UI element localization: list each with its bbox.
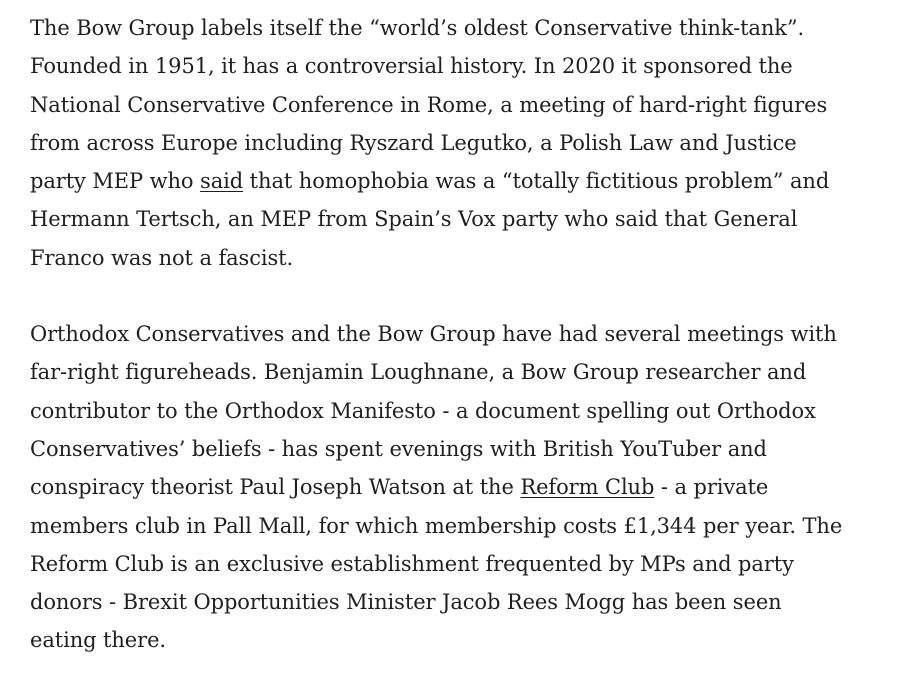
article-paragraph (30, 9, 880, 277)
text-line (30, 430, 880, 468)
text-line (30, 621, 880, 659)
text-segment: members club in Pall Mall, for which membership costs £1,344 per year. The (30, 513, 843, 538)
text-segment: Founded in 1951, it has a controversial history. In 2020 it sponsored the (30, 54, 793, 79)
text-segment: donors - Brexit Opportunities Minister Jacob Rees Mogg has been seen (30, 590, 782, 615)
text-line (30, 315, 880, 353)
text-segment: - a private (654, 475, 769, 500)
text-line (30, 9, 880, 47)
text-line (30, 507, 880, 545)
article-body (30, 9, 880, 660)
text-line (30, 545, 880, 583)
text-segment: Hermann Tertsch, an MEP from Spain’s Vox party who said that General (30, 207, 798, 232)
text-segment: Reform Club is an exclusive establishment frequented by MPs and party (30, 551, 794, 576)
text-segment: Franco was not a fascist. (30, 245, 294, 270)
text-line (30, 353, 880, 391)
text-segment: that homophobia was a “totally fictitious problem” and (243, 169, 830, 194)
text-line (30, 239, 880, 277)
text-line (30, 162, 880, 200)
text-line (30, 124, 880, 162)
text-line (30, 86, 880, 124)
text-segment: The Bow Group labels itself the “world’s oldest Conservative think-tank”. (30, 16, 805, 40)
text-line (30, 392, 880, 430)
inline-link-reform-club[interactable]: Reform Club (520, 475, 655, 500)
text-segment: Orthodox Conservatives and the Bow Group have had several meetings with (30, 322, 837, 347)
text-segment: contributor to the Orthodox Manifesto - a document spelling out Orthodox (30, 398, 816, 423)
text-line (30, 583, 880, 621)
text-segment: from across Europe including Ryszard Legutko, a Polish Law and Justice (30, 130, 797, 155)
text-segment: Conservatives’ beliefs - has spent evenings with British YouTuber and (30, 436, 767, 461)
text-segment: National Conservative Conference in Rome, a meeting of hard-right figures (30, 92, 828, 117)
text-line (30, 200, 880, 238)
article-paragraph (30, 315, 880, 660)
text-segment: far-right figureheads. Benjamin Loughnane, a Bow Group researcher and (30, 360, 807, 385)
text-segment: party MEP who (30, 169, 201, 194)
inline-link-said[interactable]: said (200, 169, 244, 194)
text-line (30, 468, 880, 506)
text-segment: conspiracy theorist Paul Joseph Watson at the (30, 475, 521, 500)
text-line (30, 47, 880, 85)
text-segment: eating there. (30, 628, 166, 653)
